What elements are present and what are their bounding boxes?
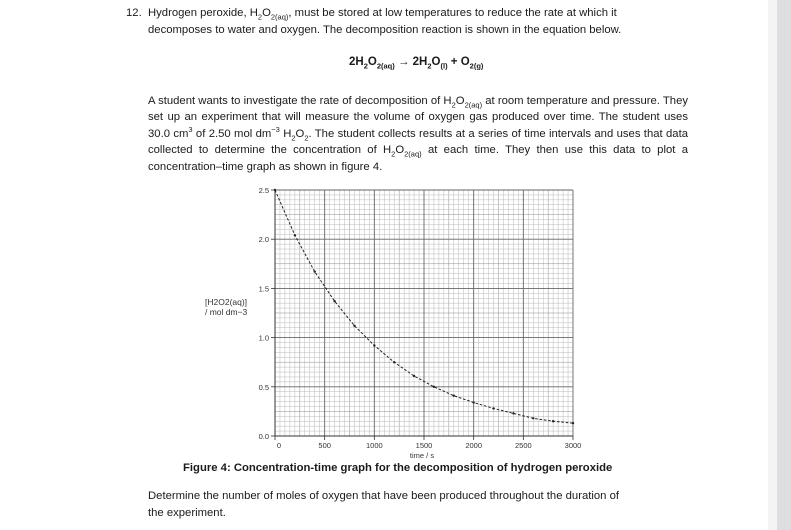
question-prompt-line-1: Determine the number of moles of oxygen that have been produced throughout the duration of bbox=[148, 490, 620, 502]
x-tick-label: 3000 bbox=[564, 441, 582, 450]
y-tick-label: 1.5 bbox=[258, 284, 269, 294]
data-point bbox=[274, 189, 276, 191]
data-point bbox=[333, 300, 335, 302]
y-tick-label: 2.5 bbox=[258, 186, 269, 195]
data-point bbox=[552, 420, 554, 422]
data-point bbox=[413, 375, 415, 377]
y-tick-label: 0.5 bbox=[258, 382, 269, 392]
y-axis-label-line-2: / mol dm−3 bbox=[205, 307, 248, 317]
decomposition-equation: $2H_2O_{2(aq)} \to 2H_2O_{(l)} + O_{2(g)}$ bbox=[349, 56, 484, 71]
data-point bbox=[433, 386, 435, 388]
scrollbar-track[interactable] bbox=[777, 0, 791, 530]
data-point bbox=[373, 344, 375, 346]
data-point bbox=[453, 394, 455, 396]
y-tick-label: 0.0 bbox=[258, 432, 269, 441]
data-point bbox=[572, 422, 574, 424]
data-point bbox=[314, 270, 316, 272]
reaction-arrow-icon: → bbox=[397, 56, 410, 68]
question-number: 12. bbox=[126, 7, 142, 19]
data-point bbox=[512, 412, 514, 414]
x-tick-label: 1500 bbox=[415, 441, 433, 450]
question-intro-line-1: Hydrogen peroxide, $H_2O_{2(aq)}$, must be stored at low temperatures to reduce the rate at which it bbox=[148, 7, 617, 22]
data-point bbox=[472, 401, 474, 403]
x-tick-label: 0 bbox=[276, 441, 282, 450]
x-axis-label: time / s bbox=[409, 451, 435, 460]
data-point bbox=[294, 234, 296, 236]
data-point bbox=[532, 417, 534, 419]
x-tick-label: 1000 bbox=[365, 441, 383, 450]
x-tick-label: 2500 bbox=[514, 441, 532, 450]
question-prompt-line-2: the experiment. bbox=[148, 507, 226, 519]
question-intro-line-2: decomposes to water and oxygen. The decomposition reaction is shown in the equation below. bbox=[148, 24, 622, 36]
y-axis-label-line-1: [H2O2(aq)] bbox=[205, 297, 248, 307]
figure-caption: Figure 4: Concentration-time graph for the decomposition of hydrogen peroxide bbox=[183, 462, 613, 474]
y-tick-label: 2.0 bbox=[258, 235, 269, 245]
data-point bbox=[393, 361, 395, 363]
data-point bbox=[492, 407, 494, 409]
data-point bbox=[353, 325, 355, 327]
y-tick-label: 1.0 bbox=[258, 333, 269, 343]
page-gutter bbox=[768, 0, 777, 530]
experiment-description: A student wants to investigate the rate of decomposition of $H_2O_{2(aq)}$ at room temperature and pressure. They set up an experiment that will measure the volume of oxygen gas produced over time. The student uses 30.0 $cm^3$ of 2.50 mol $dm^{-3}$ $H_2O_2$. The student collects results at a series of time intervals and uses that data collected to determine the concentration of $H_2O_{2(aq)}$ at each time. They then use this data to plot a concentration–time graph as shown in figure 4. bbox=[148, 95, 689, 173]
x-tick-label: 500 bbox=[318, 441, 331, 450]
x-tick-label: 2000 bbox=[465, 441, 483, 450]
